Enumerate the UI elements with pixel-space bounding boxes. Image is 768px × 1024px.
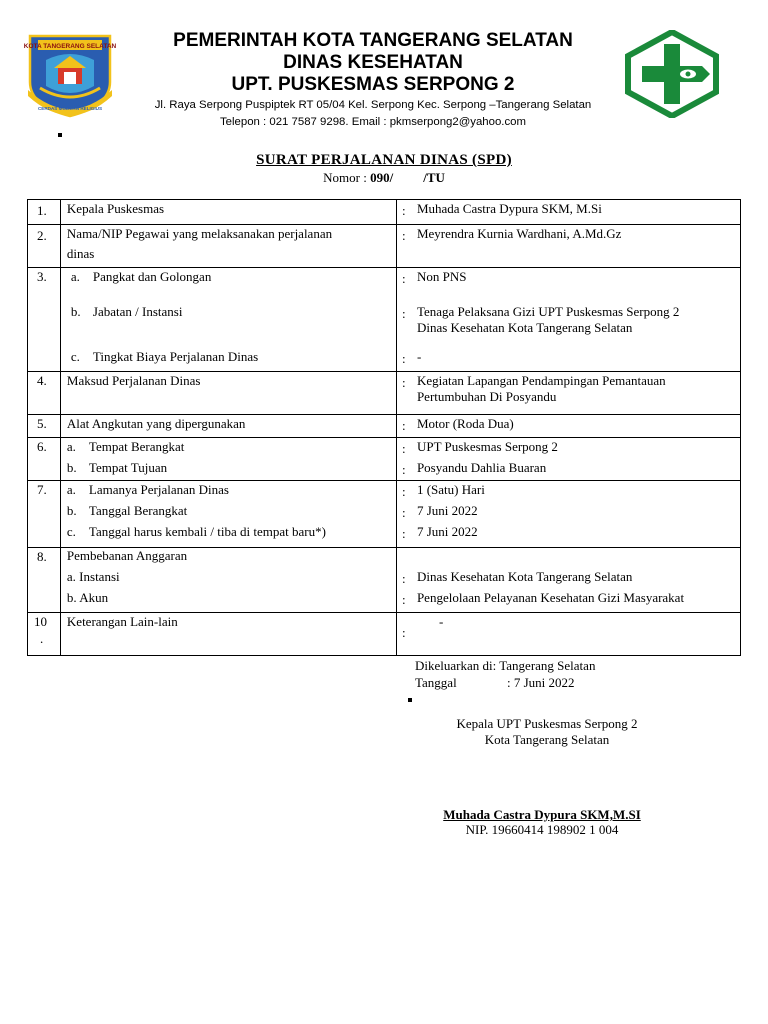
crest-motto-text: CERDAS MODERN RELIGIUS xyxy=(37,106,103,111)
signer-name: Muhada Castra Dypura SKM,M.SI xyxy=(443,807,641,822)
table-row: 8. Pembebanan Anggaran a. Instansi b. Akun : Dinas Kesehatan Kota Tangerang Selatan : Pengelolaan Pelayanan Kesehatan Gizi Masyarakat xyxy=(28,548,741,613)
table-row: 4. Maksud Perjalanan Dinas : Kegiatan Lapangan Pendampingan Pemantauan Pertumbuhan Di Posyandu xyxy=(28,372,741,415)
table-row: 2. Nama/NIP Pegawai yang melaksanakan perjalanan dinas : Meyrendra Kurnia Wardhani, A.Md.Gz xyxy=(28,225,741,268)
unit-name: UPT. PUSKESMAS SERPONG 2 xyxy=(231,74,515,95)
signer-title: Kepala UPT Puskesmas Serpong 2 Kota Tangerang Selatan xyxy=(456,716,638,747)
issued-label: Dikeluarkan di xyxy=(415,658,493,673)
crest-city-text: KOTA TANGERANG SELATAN xyxy=(24,43,116,50)
table-row: 1. Kepala Puskesmas : Muhada Castra Dypura SKM, M.Si xyxy=(28,200,741,225)
table-row: 6. a. Tempat Berangkat b. Tempat Tujuan : UPT Puskesmas Serpong 2 : Posyandu Dahlia Buaran xyxy=(28,438,741,481)
document-title: SURAT PERJALANAN DINAS (SPD) xyxy=(256,152,512,168)
puskesmas-logo xyxy=(624,30,720,118)
table-row: 5. Alat Angkutan yang dipergunakan : Motor (Roda Dua) xyxy=(28,415,741,438)
spd-table xyxy=(27,199,741,656)
address-line: Jl. Raya Serpong Puspiptek RT 05/04 Kel. Serpong Kec. Serpong –Tangerang Selatan xyxy=(154,99,592,111)
date-label: Tanggal xyxy=(415,675,457,690)
contact-line: Telepon : 021 7587 9298. Email : pkmserpong2@yahoo.com xyxy=(219,116,526,128)
row-value: Muhada Castra Dypura SKM, M.Si xyxy=(416,201,602,216)
number-label: Nomor : xyxy=(323,170,371,185)
document-number xyxy=(0,170,768,186)
number-value: 090/ xyxy=(370,170,394,185)
table-row: 7. a. Lamanya Perjalanan Dinas b. Tanggal Berangkat c. Tanggal harus kembali / tiba di tempat baru*) : 1 (Satu) Hari : 7 Juni 2022 : 7 Juni 2022 xyxy=(28,481,741,548)
government-name: PEMERINTAH KOTA TANGERANG SELATAN xyxy=(173,30,573,51)
issued-block xyxy=(415,657,595,691)
number-suffix: /TU xyxy=(423,170,445,185)
bullet-mark xyxy=(58,133,62,137)
bullet-mark xyxy=(408,698,412,702)
table-row: 3. a. Pangkat dan Golongan b. Jabatan / Instansi c. Tingkat Biaya Perjalanan Dinas : Non PNS : Tenaga Pelaksana Gizi UPT Puskesmas Serpong 2 Dinas Kesehatan Kota Tangerang Selatan : - xyxy=(28,268,741,372)
department-name: DINAS KESEHATAN xyxy=(283,52,463,73)
city-crest-logo xyxy=(24,30,116,118)
row-label: Kepala Puskesmas xyxy=(66,201,165,216)
date-value: : 7 Juni 2022 xyxy=(507,675,575,690)
table-row: 10 . Keterangan Lain-lain : - xyxy=(28,613,741,656)
signer-nip: NIP. 19660414 198902 1 004 xyxy=(465,822,619,837)
issued-value: : Tangerang Selatan xyxy=(492,658,596,673)
letterhead xyxy=(118,30,628,130)
